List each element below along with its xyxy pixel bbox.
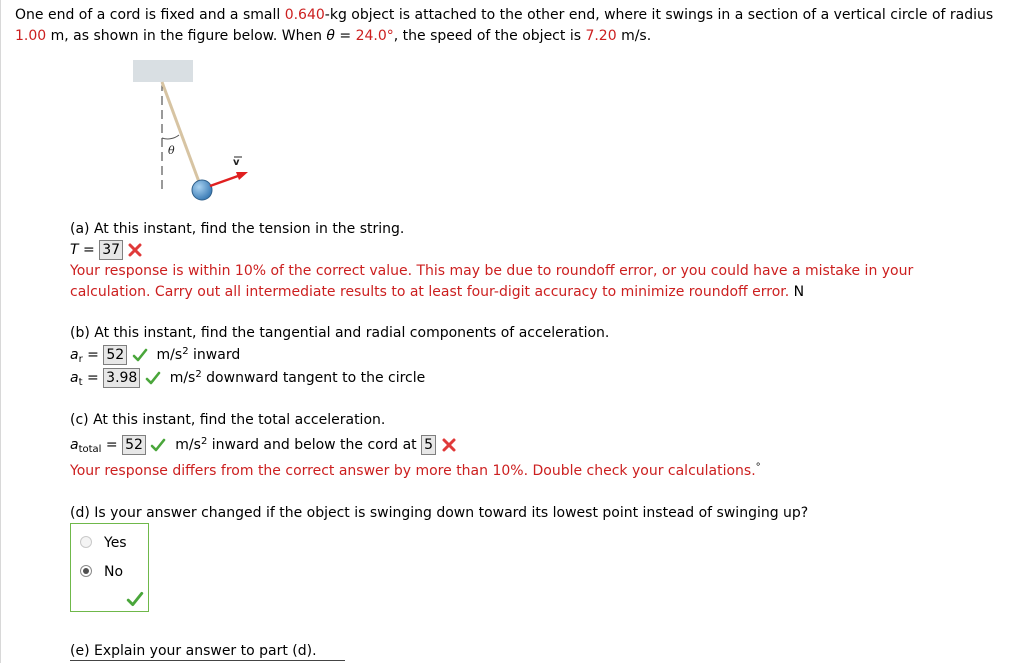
angle-value: 24.0°: [355, 28, 394, 44]
ball: [192, 180, 212, 200]
speed-value: 7.20: [585, 28, 617, 44]
part-d-prompt: (d) Is your answer changed if the object is swinging down toward its lowest point instead of swinging up?: [70, 505, 809, 521]
theta-label: θ: [168, 144, 175, 157]
part-a-prompt: (a) At this instant, find the tension in the string.: [70, 221, 405, 237]
tension-input[interactable]: 37: [99, 240, 123, 260]
correct-icon: [132, 347, 148, 363]
problem-statement: One end of a cord is fixed and a small 0.640-kg object is attached to the other end, where it swings in a section of a vertical circle of radius 1.00 m, as shown in the figure below. When θ = 24.0°, the speed of the object is 7.20 m/s.: [15, 7, 994, 44]
part-a-answer-row: T = 37: [70, 240, 143, 261]
correct-icon: [145, 370, 161, 386]
v-label: v: [233, 157, 240, 168]
total-acceleration-input[interactable]: 52: [122, 435, 146, 455]
tangential-acceleration-input[interactable]: 3.98: [103, 368, 140, 388]
velocity-arrow: [210, 176, 238, 186]
mass-value: 0.640: [284, 7, 325, 23]
tension-variable: T: [70, 242, 79, 258]
correct-icon: [126, 590, 144, 608]
part-d-options: [70, 523, 149, 612]
radio-no[interactable]: [80, 565, 92, 577]
cord: [162, 82, 202, 190]
tension-unit: N: [789, 284, 805, 300]
page-border: [0, 0, 1, 663]
part-b-radial-row: $a_r = 52$ $m/s^2$ inward: [70, 346, 241, 365]
part-b-tangential-row: $a_t = 3.98$ $m/s^2$ downward tangent to the circle: [70, 369, 426, 388]
angle-arc: [162, 135, 179, 139]
part-c-feedback: Your response differs from the correct answer by more than 10%. Double check your calculations.°: [70, 462, 761, 479]
part-b-prompt: (b) At this instant, find the tangential and radial components of acceleration.: [70, 325, 610, 341]
explain-answer-field[interactable]: [70, 660, 345, 661]
incorrect-icon: [127, 242, 143, 258]
part-a-feedback-line-1: Your response is within 10% of the correct value. This may be due to roundoff error, or you could have a mistake in your: [70, 263, 914, 279]
pendulum-figure: [128, 58, 258, 218]
ceiling: [133, 60, 193, 82]
option-yes[interactable]: Yes: [80, 533, 127, 553]
radius-value: 1.00: [15, 28, 47, 44]
part-a-feedback-line-2: calculation. Carry out all intermediate results to at least four-digit accuracy to minimize roundoff error. N: [70, 284, 805, 300]
part-c-answer-row: $a_{total} = 52$ $m/s^2$ inward and below the cord at 5: [70, 435, 457, 457]
part-c-prompt: (c) At this instant, find the total acceleration.: [70, 412, 386, 428]
correct-icon: [150, 437, 166, 453]
part-e-prompt: (e) Explain your answer to part (d).: [70, 643, 317, 659]
pendulum-diagram: [128, 58, 258, 218]
option-no[interactable]: No: [80, 562, 123, 582]
radial-acceleration-input[interactable]: 52: [103, 345, 127, 365]
total-acceleration-angle-input[interactable]: 5: [421, 435, 436, 455]
incorrect-icon: [441, 437, 457, 453]
radio-yes[interactable]: [80, 536, 92, 548]
velocity-arrowhead: [236, 172, 248, 180]
